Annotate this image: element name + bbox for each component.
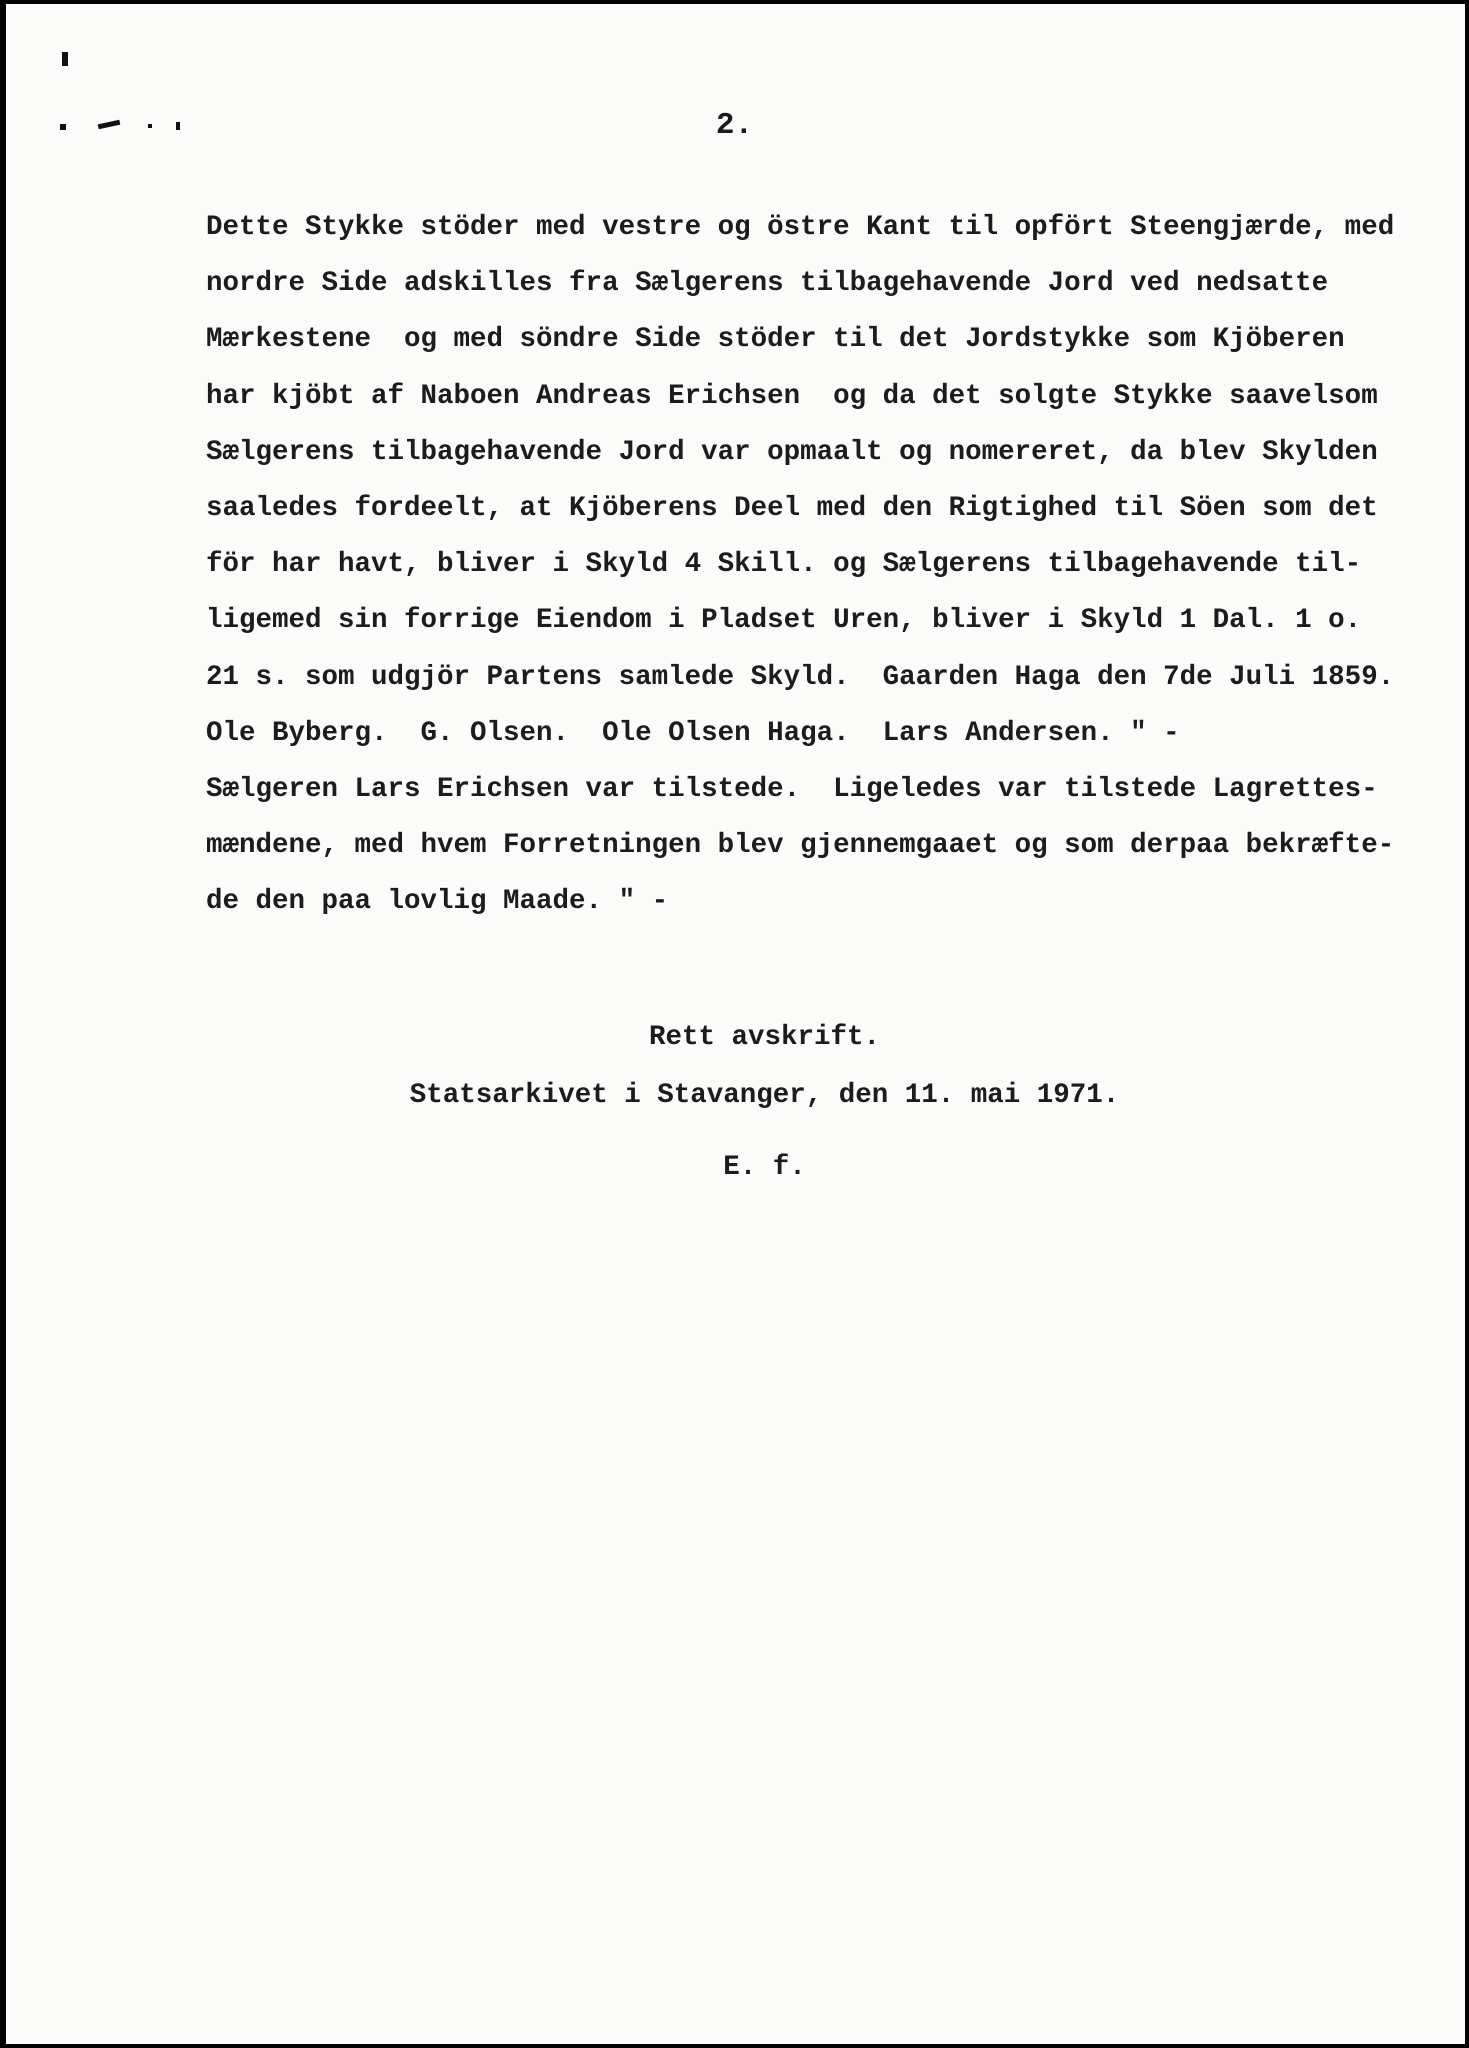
text-line: nordre Side adskilles fra Sælgerens tilbagehavende Jord ved nedsatte (206, 268, 1329, 300)
text-line: mændene, med hvem Forretningen blev gjennemgaaet og som derpaa bekræfte- (206, 830, 1395, 862)
attestation-place-date: Statsarkivet i Stavanger, den 11. mai 1971. (409, 1080, 1120, 1111)
text-line: ligemed sin forrige Eiendom i Pladset Uren, bliver i Skyld 1 Dal. 1 o. (206, 605, 1362, 637)
text-line: Sælgerens tilbagehavende Jord var opmaalt og nomereret, da blev Skylden (206, 436, 1378, 468)
text-line: 21 s. som udgjör Partens samlede Skyld. Gaarden Haga den 7de Juli 1859. (206, 661, 1395, 693)
text-line: Ole Byberg. G. Olsen. Ole Olsen Haga. Lars Andersen. " - (206, 717, 1180, 749)
text-line: de den paa lovlig Maade. " - (206, 886, 669, 918)
scan-edge-mark (62, 52, 68, 66)
attestation-initials: E. f. (723, 1152, 806, 1183)
text-line: saaledes fordeelt, at Kjöberens Deel med den Rigtighed til Söen som det (206, 492, 1378, 524)
text-line: Mærkestene og med söndre Side stöder til det Jordstykke som Kjöberen (206, 324, 1345, 356)
body-text (206, 200, 1436, 930)
text-line: Sælgeren Lars Erichsen var tilstede. Ligeledes var tilstede Lagrettes- (206, 773, 1378, 805)
text-line: för har havt, bliver i Skyld 4 Skill. og Sælgerens tilbagehavende til- (206, 549, 1362, 581)
attestation-title: Rett avskrift. (648, 1022, 881, 1053)
text-line: har kjöbt af Naboen Andreas Erichsen og da det solgte Stykke saavelsom (206, 380, 1378, 412)
page-number: 2. (715, 108, 754, 143)
text-line: Dette Stykke stöder med vestre og östre Kant til opfört Steengjærde, med (206, 212, 1395, 243)
